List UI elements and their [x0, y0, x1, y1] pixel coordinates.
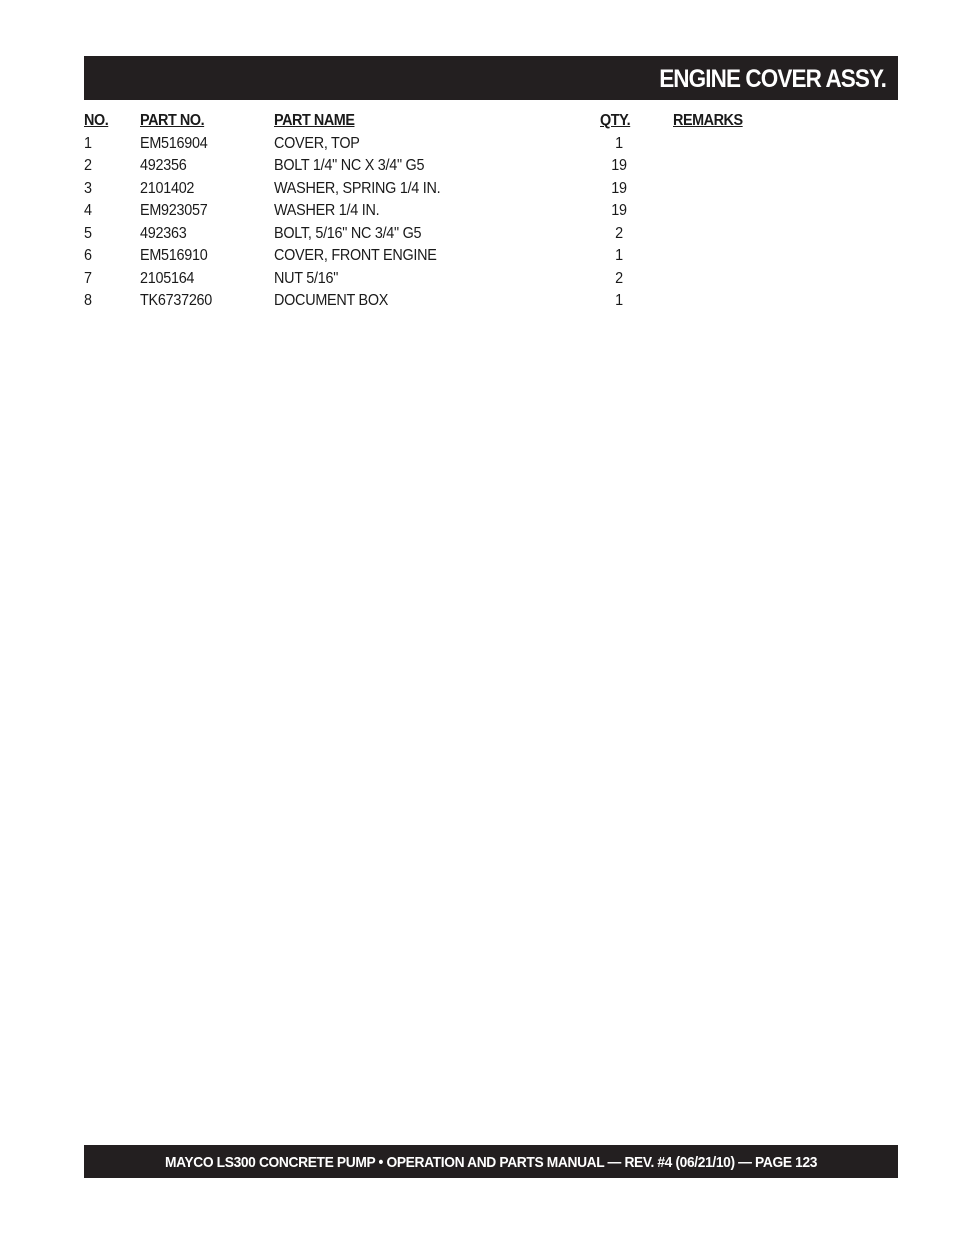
- row-qty: 2: [615, 224, 623, 242]
- row-no: 6: [84, 247, 92, 264]
- table-row: [84, 178, 804, 201]
- row-part-name: COVER, TOP: [274, 134, 360, 152]
- column-header-remarks: REMARKS: [673, 112, 743, 129]
- table-header: [84, 110, 804, 133]
- row-no: 1: [84, 134, 92, 152]
- page-footer-bar: [84, 1145, 898, 1178]
- table-row: [84, 223, 804, 246]
- row-no: 4: [84, 202, 92, 219]
- table-row: [84, 245, 804, 268]
- row-qty: 19: [611, 157, 627, 174]
- column-header-part-name: PART NAME: [274, 112, 355, 129]
- row-no: 5: [84, 224, 92, 242]
- row-qty: 2: [615, 269, 623, 287]
- table-row: [84, 155, 804, 178]
- page-title: ENGINE COVER ASSY.: [659, 65, 886, 93]
- row-part-name: NUT 5/16": [274, 269, 339, 287]
- row-part-name: DOCUMENT BOX: [274, 292, 389, 309]
- row-part-no: EM516910: [140, 247, 208, 264]
- row-part-name: WASHER, SPRING 1/4 IN.: [274, 179, 441, 197]
- column-header-qty: QTY.: [600, 112, 631, 129]
- page-title-bar: [84, 56, 898, 100]
- parts-table: [84, 110, 804, 313]
- row-qty: 19: [611, 202, 627, 219]
- row-qty: 1: [615, 134, 623, 152]
- page-footer: MAYCO LS300 CONCRETE PUMP • OPERATION AND PARTS MANUAL — REV. #4 (06/21/10) — PAGE 123: [164, 1154, 818, 1171]
- row-qty: 1: [615, 247, 623, 264]
- row-part-no: EM923057: [140, 202, 208, 219]
- row-no: 3: [84, 179, 92, 197]
- row-part-no: 492363: [140, 224, 187, 242]
- row-no: 2: [84, 157, 92, 174]
- table-row: [84, 268, 804, 291]
- row-part-no: TK6737260: [140, 292, 213, 309]
- table-row: [84, 133, 804, 156]
- column-header-no: NO.: [84, 112, 109, 129]
- row-part-no: 2105164: [140, 269, 195, 287]
- table-row: [84, 200, 804, 223]
- table-row: [84, 290, 804, 313]
- row-part-name: COVER, FRONT ENGINE: [274, 247, 437, 264]
- row-qty: 1: [615, 292, 623, 309]
- row-part-no: 2101402: [140, 179, 195, 197]
- row-part-no: 492356: [140, 157, 187, 174]
- row-no: 7: [84, 269, 92, 287]
- row-part-name: BOLT, 5/16" NC 3/4" G5: [274, 224, 422, 242]
- row-part-name: WASHER 1/4 IN.: [274, 202, 380, 219]
- row-no: 8: [84, 292, 92, 309]
- row-part-no: EM516904: [140, 134, 208, 152]
- row-part-name: BOLT 1/4" NC X 3/4" G5: [274, 157, 425, 174]
- column-header-part-no: PART NO.: [140, 112, 205, 129]
- row-qty: 19: [611, 179, 627, 197]
